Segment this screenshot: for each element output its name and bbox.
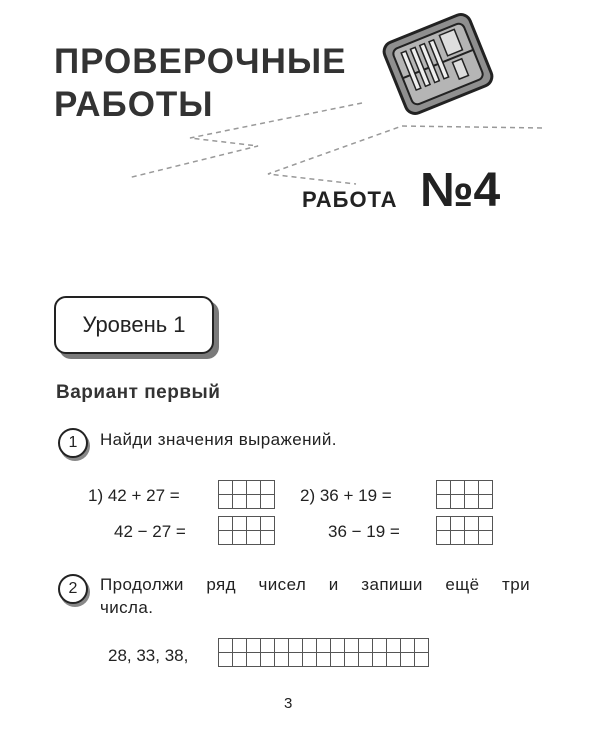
- answer-grid-2[interactable]: [218, 516, 275, 545]
- work-number: №4: [420, 164, 501, 217]
- answer-grid-4[interactable]: [436, 516, 493, 545]
- answer-grid-1[interactable]: [218, 480, 275, 509]
- task-2-instruction-line-2: числа.: [100, 598, 154, 617]
- sequence-answer-grid[interactable]: [218, 638, 429, 667]
- answer-grid-3[interactable]: [436, 480, 493, 509]
- title-line-1: ПРОВЕРОЧНЫЕ: [54, 42, 347, 81]
- page-number: 3: [284, 695, 293, 712]
- work-label: РАБОТА: [302, 187, 398, 212]
- level-badge: Уровень 1: [54, 296, 214, 354]
- number-sequence: 28, 33, 38,: [108, 646, 189, 665]
- task-number-2: 2: [58, 574, 88, 604]
- expression-2: 42 − 27 =: [114, 522, 186, 541]
- expression-3: 2) 36 + 19 =: [300, 486, 392, 505]
- task-1-instruction: Найди значения выражений.: [100, 430, 337, 449]
- expression-1: 1) 42 + 27 =: [88, 486, 180, 505]
- decorative-dashed-lines: [0, 0, 600, 260]
- title-line-2: РАБОТЫ: [54, 85, 214, 124]
- task-number-1: 1: [58, 428, 88, 458]
- expression-4: 36 − 19 =: [328, 522, 400, 541]
- task-2-instruction-line-1: Продолжи ряд чисел и запиши ещё три: [100, 575, 530, 594]
- variant-heading: Вариант первый: [56, 382, 221, 403]
